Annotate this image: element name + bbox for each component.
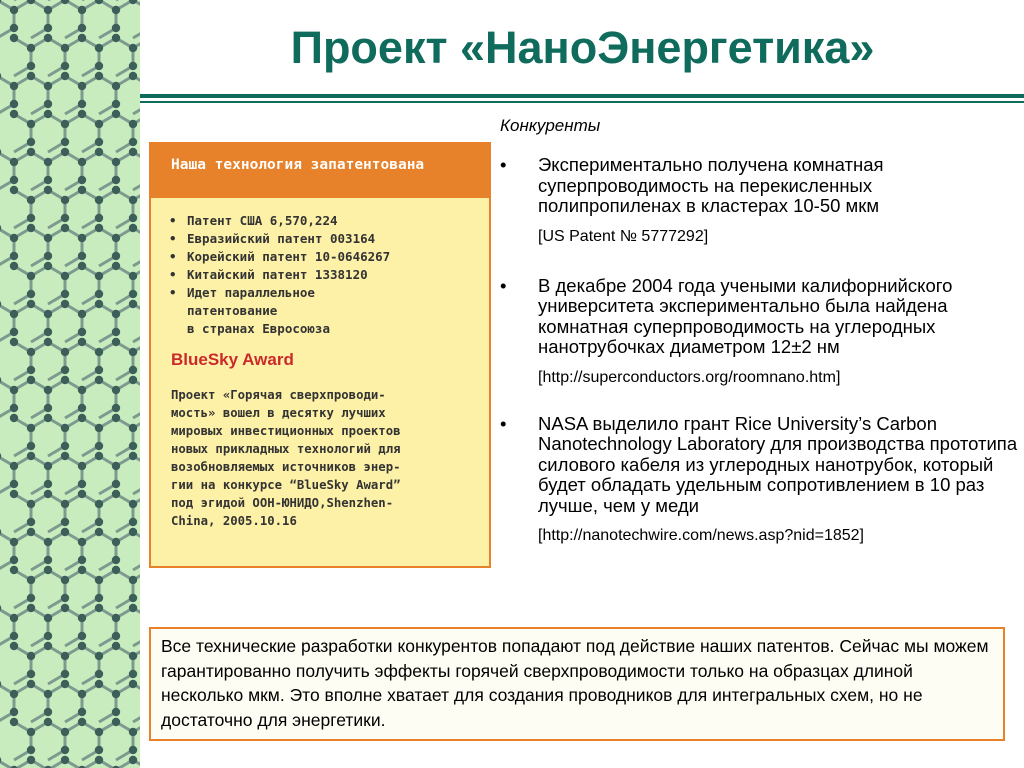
award-title: BlueSky Award bbox=[171, 350, 294, 369]
award-description: Проект «Горячая сверхпроводи- мость» вошел в десятку лучших мировых инвестиционных проектов новых прикладных технологий для возобновляемых источников энер- гии на конкурсе “BlueSky Award” под эгидой ООН-ЮНИДО,Shenzhen- China, 2005.10.16 bbox=[171, 388, 401, 528]
competitors-heading: Конкуренты bbox=[500, 116, 601, 135]
competitor-reference: [http://nanotechwire.com/news.asp?nid=1852] bbox=[538, 527, 864, 544]
patent-item: • Евразийский патент 003164 bbox=[169, 230, 489, 248]
slide-title: Проект «НаноЭнергетика» bbox=[290, 22, 875, 73]
nanotube-image-strip bbox=[0, 0, 140, 768]
competitors-list bbox=[498, 155, 1018, 545]
patent-item: • Корейский патент 10-0646267 bbox=[169, 248, 489, 266]
competitor-reference: [http://superconductors.org/roomnano.htm] bbox=[538, 368, 841, 386]
summary-note: Все технические разработки конкурентов попадают под действие наших патентов. Сейчас мы можем гарантированно получить эффекты горячей сверхпроводимости только на образцах длиной несколько мкм. Это вполне хватает для создания проводников для интегральных схем, но не достаточно для энергетики. bbox=[149, 627, 1005, 741]
patent-box-header bbox=[151, 144, 489, 198]
competitor-text: • Экспериментально получена комнатная суперпроводимость на перекисленных полипропиленах в кластерах 10-50 мкм bbox=[538, 154, 884, 216]
title-rule-thin bbox=[140, 101, 1024, 103]
patent-item: • Патент США 6,570,224 bbox=[169, 212, 489, 230]
competitor-item bbox=[498, 155, 1018, 246]
competitor-text: • В декабре 2004 года учеными калифорнийского университета экспериментально была найдена комнатная суперпроводимость на углеродных нанотрубочках диаметром 12±2 нм bbox=[538, 274, 953, 357]
patent-box-title: Наша технология запатентована bbox=[171, 157, 425, 173]
patent-item: • Идет параллельное патентование в странах Евросоюза bbox=[169, 284, 489, 338]
competitor-item bbox=[498, 276, 1018, 387]
competitor-text: • NASA выделило грант Rice University’s Carbon Nanotechnology Laboratory для производства прототипа силового кабеля из углеродных нанотрубок, который будет обладать удельным сопротивлением в 10 раз лучше, чем у меди bbox=[538, 412, 1018, 516]
carbon-nanotube-lattice-image bbox=[0, 0, 140, 768]
competitor-item bbox=[498, 414, 1018, 546]
patent-list bbox=[151, 212, 489, 338]
competitor-reference: [US Patent № 5777292] bbox=[538, 227, 709, 245]
patent-box bbox=[149, 142, 491, 568]
title-rule-thick bbox=[140, 94, 1024, 98]
patent-item: • Китайский патент 1338120 bbox=[169, 266, 489, 284]
